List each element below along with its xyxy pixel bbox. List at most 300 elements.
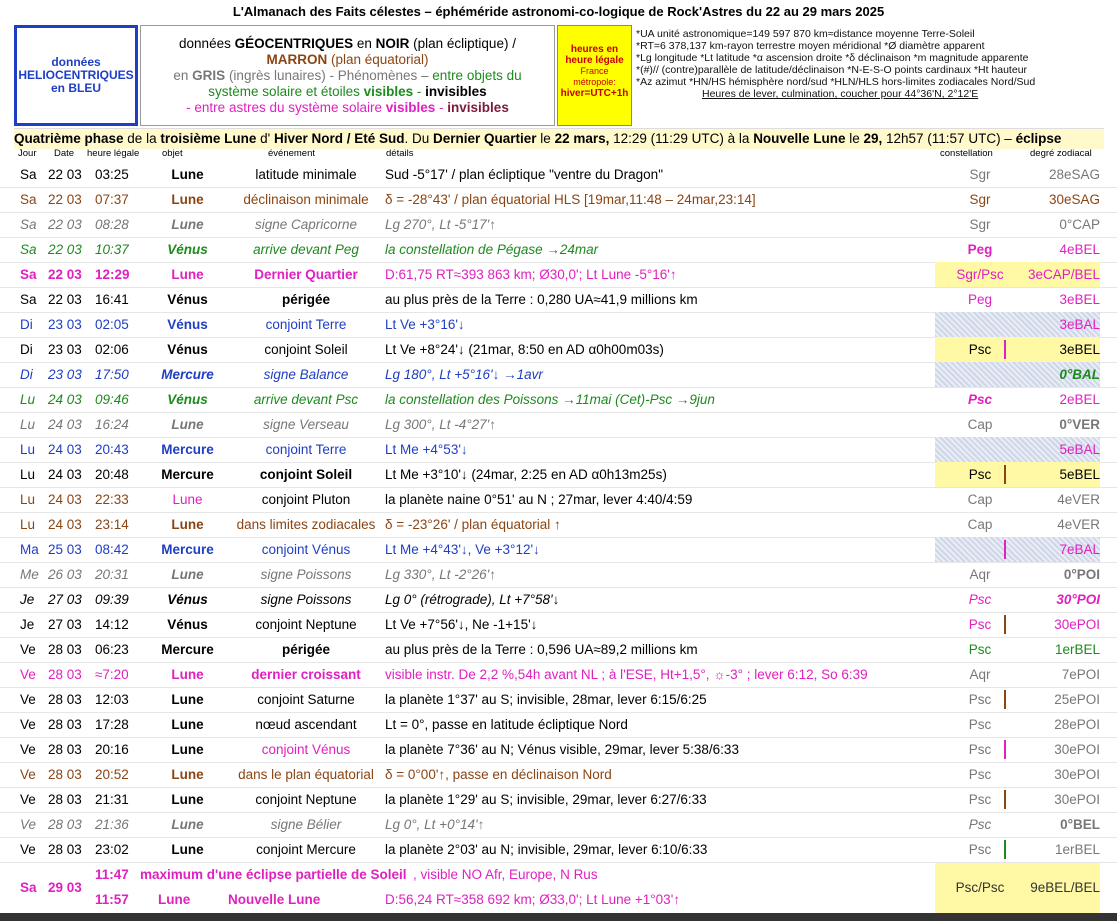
cell-objet: Lune [171, 767, 204, 782]
phase-text: éclipse [1015, 131, 1062, 146]
column-header-constellation: constellation [940, 148, 993, 159]
cell-event: signe Poissons [260, 592, 352, 607]
cell-details: au plus près de la Terre : 0,596 UA≈89,2 millions km [385, 642, 698, 657]
cell-date: 22 03 [48, 217, 82, 232]
cell-heure: 11:57 [95, 892, 129, 907]
cell-jour: Lu [20, 467, 36, 482]
cell-heure: 17:50 [95, 367, 129, 382]
geo-text: entre objets du [432, 68, 522, 83]
cell-date: 24 03 [48, 492, 82, 507]
cell-constellation: Psc [968, 742, 992, 757]
cell-details: la planète 1°37' au S; invisible, 28mar, lever 6:15/6:25 [385, 692, 707, 707]
cell-objet: Lune [171, 667, 204, 682]
column-header-date: Date [54, 148, 75, 159]
legal-text: heures en [570, 44, 619, 55]
cell-heure: 11:47 [95, 867, 129, 882]
cell-degre: 30ePOI [1054, 742, 1100, 757]
cell-details: Lg 300°, Lt -4°27'↑ [385, 417, 496, 432]
cell-degre: 3eCAP/BEL [1027, 267, 1100, 282]
cell-objet: Lune [171, 692, 204, 707]
cell-objet: Lune [171, 517, 204, 532]
column-header-details: détails [386, 148, 414, 159]
geo-text: MARRON [266, 52, 328, 67]
cell-degre: 25ePOI [1054, 692, 1100, 707]
cell-heure: 20:16 [95, 742, 129, 757]
cell-details: la constellation des Poissons →11mai (Cet)-Psc →9jun [385, 392, 715, 407]
geocentric-legend-box [140, 25, 555, 126]
cell-constellation: Psc [968, 617, 992, 632]
cell-degre: 4eVER [1057, 492, 1100, 507]
cell-details: Lt Ve +8°24'↓ (21mar, 8:50 en AD α0h00m03s) [385, 342, 664, 357]
cell-date: 28 03 [48, 767, 82, 782]
cell-details: Lg 0°, Lt +0°14'↑ [385, 817, 485, 832]
cell-degre: 30ePOI [1054, 792, 1100, 807]
cell-objet: Vénus [167, 617, 208, 632]
cell-degre: 9eBEL/BEL [1030, 880, 1100, 895]
cell-constellation: Psc/Psc [955, 880, 1005, 895]
cell-date: 24 03 [48, 442, 82, 457]
cell-date: 22 03 [48, 242, 82, 257]
cell-degre: 7eBAL [1059, 542, 1100, 557]
cell-constellation: Psc [968, 717, 992, 732]
table-row [0, 512, 1117, 538]
cell-event: arrive devant Psc [253, 392, 359, 407]
phase-text: Nouvelle Lune [753, 131, 846, 146]
cell-date: 22 03 [48, 167, 82, 182]
cell-jour: Di [20, 317, 33, 332]
cell-objet: Vénus [167, 392, 208, 407]
cell-date: 29 03 [48, 880, 82, 895]
cell-details: Lt Me +3°10'↓ (24mar, 2:25 en AD α0h13m25s) [385, 467, 667, 482]
cell-heure: 16:41 [95, 292, 129, 307]
cell-event: conjoint Terre [265, 317, 347, 332]
cell-objet: Lune [172, 492, 203, 507]
geo-text: en [173, 68, 193, 83]
cell-details: Lt Ve +3°16'↓ [385, 317, 465, 332]
table-row [0, 637, 1117, 663]
table-row [0, 687, 1117, 713]
geo-text: système solaire et étoiles [208, 84, 364, 99]
cell-event: conjoint Soleil [264, 342, 348, 357]
table-row [0, 387, 1117, 413]
cell-date: 24 03 [48, 467, 82, 482]
cell-jour: Sa [20, 192, 37, 207]
cell-constellation: Peg [967, 242, 993, 257]
phase-text: Hiver Nord / Eté Sud [273, 131, 405, 146]
phase-text: le [845, 131, 864, 146]
cell-event: dernier croissant [251, 667, 361, 682]
cell-date: 28 03 [48, 792, 82, 807]
phase-text: le [536, 131, 555, 146]
geo-text: GÉOCENTRIQUES [234, 36, 354, 51]
cell-degre: 1erBEL [1054, 842, 1100, 857]
cell-degre: 4eBEL [1059, 242, 1100, 257]
cell-constellation: Cap [967, 492, 993, 507]
cell-objet: Lune [171, 192, 204, 207]
cell-jour: Sa [20, 167, 37, 182]
cell-objet: Vénus [167, 242, 208, 257]
cell-details: Lt Me +4°53'↓ [385, 442, 468, 457]
cell-details: , visible NO Afr, Europe, N Rus [413, 867, 598, 882]
cell-objet: Lune [171, 742, 204, 757]
cell-constellation: Sgr [969, 167, 991, 182]
table-row [0, 162, 1117, 188]
cell-objet: Lune [171, 792, 204, 807]
cell-heure: 21:36 [95, 817, 129, 832]
heliocentric-legend-box [14, 25, 138, 126]
cell-date: 24 03 [48, 392, 82, 407]
cell-date: 28 03 [48, 667, 82, 682]
cell-heure: 12:03 [95, 692, 129, 707]
cell-degre: 0°CAP [1059, 217, 1100, 232]
cell-constellation: Psc [968, 467, 992, 482]
table-row [0, 737, 1117, 763]
cell-constellation: Psc [968, 642, 992, 657]
cell-jour: Sa [20, 292, 37, 307]
table-row [0, 312, 1117, 338]
table-row [0, 237, 1117, 263]
cell-heure: 09:39 [95, 592, 129, 607]
cell-date: 28 03 [48, 817, 82, 832]
cell-constellation: Sgr [969, 217, 991, 232]
phase-banner [14, 128, 1104, 149]
cell-degre: 7ePOI [1061, 667, 1100, 682]
cell-heure: 12:29 [95, 267, 130, 282]
cell-heure: 03:25 [95, 167, 129, 182]
geo-text: visibles [385, 100, 436, 115]
table-row [0, 287, 1117, 313]
table-row [0, 712, 1117, 738]
table-row [0, 662, 1117, 688]
cell-details: Lg 180°, Lt +5°16'↓ →1avr [385, 367, 543, 382]
legend-line: *RT=6 378,137 km-rayon terrestre moyen méridional *Ø diamètre apparent [636, 40, 985, 52]
cell-heure: 08:42 [95, 542, 129, 557]
cell-objet: Lune [171, 267, 204, 282]
cell-details: la planète naine 0°51' au N ; 27mar, lever 4:40/4:59 [385, 492, 693, 507]
cell-objet: Mercure [161, 467, 214, 482]
cell-event: conjoint Terre [265, 442, 347, 457]
cell-jour: Ve [20, 767, 36, 782]
cell-jour: Lu [20, 442, 36, 457]
cell-heure: 07:37 [95, 192, 129, 207]
legend-line: *Lg longitude *Lt latitude *α ascension droite *δ déclinaison *m magnitude apparente [636, 52, 1029, 64]
cell-objet: Lune [171, 842, 204, 857]
phase-text: Quatrième phase [14, 131, 124, 146]
cell-degre: 0°POI [1063, 567, 1100, 582]
cell-jour: Ve [20, 642, 36, 657]
heliocentric-legend-text: données HELIOCENTRIQUES en BLEU [18, 55, 134, 95]
cell-date: 24 03 [48, 517, 82, 532]
cell-constellation: Psc [968, 692, 992, 707]
phase-text: d' [256, 131, 274, 146]
cell-event: signe Balance [263, 367, 349, 382]
geo-text: données [179, 36, 235, 51]
cell-jour: Sa [20, 242, 37, 257]
cell-constellation: Aqr [969, 567, 991, 582]
cell-jour: Lu [20, 392, 36, 407]
column-header-jour: Jour [18, 148, 37, 159]
geo-text: visibles [363, 84, 414, 99]
legal-time-box [557, 25, 632, 126]
table-row [0, 362, 1117, 388]
cell-objet: Lune [158, 892, 191, 907]
cell-jour: Ma [20, 542, 39, 557]
cell-date: 27 03 [48, 617, 82, 632]
cell-degre: 0°BAL [1059, 367, 1100, 382]
cell-details: Lt Ve +7°56'↓, Ne -1+15'↓ [385, 617, 538, 632]
cell-constellation: Psc [968, 792, 992, 807]
cell-details: Sud -5°17' / plan écliptique "ventre du Dragon" [385, 167, 663, 182]
cell-objet: Vénus [167, 592, 208, 607]
cell-date: 23 03 [48, 317, 82, 332]
cell-heure: 16:24 [95, 417, 129, 432]
table-row [0, 262, 1117, 288]
legend-line: *Az azimut *HN/HS hémisphère nord/sud *HLN/HLS hors-limites zodiacales Nord/Sud [636, 76, 1036, 88]
column-headers [0, 148, 1117, 162]
cell-degre: 28eSAG [1048, 167, 1100, 182]
cell-degre: 30ePOI [1054, 767, 1100, 782]
geo-text: - [413, 84, 426, 99]
cell-jour: Sa [20, 217, 37, 232]
cell-event: signe Bélier [270, 817, 342, 832]
cell-details: δ = 0°00'↑, passe en déclinaison Nord [385, 767, 612, 782]
cell-heure: 23:02 [95, 842, 129, 857]
cell-event: conjoint Neptune [255, 792, 357, 807]
geo-text: en [353, 36, 376, 51]
cell-constellation: Sgr [969, 192, 991, 207]
table-row [0, 837, 1117, 863]
legal-text: métropole: [573, 77, 616, 87]
cell-jour: Lu [20, 517, 36, 532]
cell-date: 28 03 [48, 642, 82, 657]
cell-heure: 02:06 [95, 342, 129, 357]
cell-details: D:61,75 RT≈393 863 km; Ø30,0'; Lt Lune -5°16'↑ [385, 267, 677, 282]
table-row [0, 587, 1117, 613]
cell-details: Lt Me +4°43'↓, Ve +3°12'↓ [385, 542, 540, 557]
cell-jour: Di [20, 367, 33, 382]
cell-date: 28 03 [48, 842, 82, 857]
cell-event: conjoint Saturne [257, 692, 355, 707]
geo-text: - entre astres du système solaire [186, 100, 386, 115]
cell-degre: 3eBEL [1059, 342, 1100, 357]
cell-objet: Mercure [161, 542, 214, 557]
cell-event: conjoint Vénus [261, 542, 351, 557]
cell-event: signe Capricorne [254, 217, 358, 232]
cell-details: la constellation de Pégase →24mar [385, 242, 599, 257]
cell-jour: Ve [20, 692, 36, 707]
cell-objet: Lune [171, 217, 204, 232]
table-row [0, 212, 1117, 238]
cell-heure: 21:31 [95, 792, 129, 807]
cell-event: arrive devant Peg [253, 242, 359, 257]
legend-line: Heures de lever, culmination, coucher pour 44°36'N, 2°12'E [702, 88, 979, 100]
cell-event: périgée [281, 292, 331, 307]
table-row [0, 437, 1117, 463]
cell-event: nœud ascendant [255, 717, 357, 732]
cell-date: 26 03 [48, 567, 82, 582]
cell-objet: Vénus [167, 317, 208, 332]
cell-date: 24 03 [48, 417, 82, 432]
cell-constellation: Peg [967, 292, 993, 307]
cell-event: maximum d'une éclipse partielle de Soleil [140, 867, 407, 882]
legal-text: hiver=UTC+1h [560, 88, 629, 99]
cell-constellation: Aqr [969, 667, 991, 682]
cell-objet: Lune [171, 817, 204, 832]
cell-degre: 0°BEL [1060, 817, 1100, 832]
cell-event: conjoint Vénus [261, 742, 351, 757]
legend-line: *(#)// (contre)parallèle de latitude/déclinaison *N-E-S-O points cardinaux *Ht hauteur [636, 64, 1028, 76]
bottom-bar [0, 913, 1117, 921]
legend-line: *UA unité astronomique=149 597 870 km≈distance moyenne Terre-Soleil [636, 28, 975, 40]
cell-date: 22 03 [48, 267, 82, 282]
cell-degre: 0°VER [1059, 417, 1100, 432]
cell-event: latitude minimale [255, 167, 357, 182]
cell-jour: Ve [20, 842, 36, 857]
cell-heure: 20:31 [95, 567, 129, 582]
table-row [0, 537, 1117, 563]
table-row [0, 812, 1117, 838]
cell-constellation: Psc [968, 592, 992, 607]
legal-text: heure légale [565, 55, 624, 66]
cell-objet: Mercure [161, 642, 214, 657]
cell-objet: Lune [171, 717, 204, 732]
cell-jour: Lu [20, 417, 36, 432]
cell-details: δ = -23°26' / plan équatorial ↑ [385, 517, 561, 532]
cell-date: 22 03 [48, 192, 82, 207]
legal-text: France [580, 66, 609, 76]
phase-text: Dernier Quartier [433, 131, 537, 146]
geo-text: (plan équatorial) [327, 52, 429, 67]
cell-jour: Me [20, 567, 39, 582]
cell-details: au plus près de la Terre : 0,280 UA≈41,9 millions km [385, 292, 698, 307]
cell-heure: 09:46 [95, 392, 129, 407]
cell-constellation: Psc [968, 342, 992, 357]
cell-details: Lt = 0°, passe en latitude écliptique Nord [385, 717, 628, 732]
table-row [0, 337, 1117, 363]
phase-text: 29, [863, 131, 883, 146]
cell-objet: Lune [171, 167, 204, 182]
table-row-last [0, 863, 1117, 913]
cell-heure: 06:23 [95, 642, 129, 657]
cell-jour: Ve [20, 742, 36, 757]
cell-details: la planète 1°29' au S; invisible, 29mar, lever 6:27/6:33 [385, 792, 707, 807]
cell-date: 23 03 [48, 342, 82, 357]
cell-degre: 1erBEL [1054, 642, 1100, 657]
abbreviation-legend [636, 28, 1106, 100]
cell-degre: 2eBEL [1059, 392, 1100, 407]
cell-heure: 20:52 [95, 767, 129, 782]
cell-degre: 30eSAG [1048, 192, 1100, 207]
cell-jour: Je [20, 617, 35, 632]
column-header-degre: degré zodiacal [1030, 148, 1092, 159]
cell-heure: 02:05 [95, 317, 129, 332]
geo-text: - [435, 100, 448, 115]
cell-constellation: Psc [967, 392, 993, 407]
cell-objet: Mercure [161, 367, 214, 382]
cell-event: déclinaison minimale [243, 192, 369, 207]
column-header-objet: objet [162, 148, 183, 159]
geo-text: NOIR [375, 36, 410, 51]
cell-date: 22 03 [48, 292, 82, 307]
table-row [0, 612, 1117, 638]
cell-degre: 3eBEL [1059, 292, 1100, 307]
cell-objet: Lune [171, 417, 204, 432]
cell-degre: 30ePOI [1054, 617, 1100, 632]
geo-text: (plan écliptique) / [409, 36, 516, 51]
phase-text: 22 mars, [554, 131, 610, 146]
phase-text: de la [123, 131, 161, 146]
cell-event: périgée [281, 642, 331, 657]
cell-event: signe Verseau [263, 417, 349, 432]
cell-details: Lg 270°, Lt -5°17'↑ [385, 217, 496, 232]
cell-heure: 14:12 [95, 617, 129, 632]
cell-heure: 10:37 [95, 242, 129, 257]
table-row [0, 562, 1117, 588]
cell-constellation: Psc [968, 842, 992, 857]
geo-text: invisibles [447, 100, 509, 115]
cell-degre: 4eVER [1057, 517, 1100, 532]
phase-text: 12h57 (11:57 UTC) – [882, 131, 1016, 146]
table-row [0, 187, 1117, 213]
cell-jour: Di [20, 342, 33, 357]
cell-details: la planète 2°03' au N; invisible, 29mar, lever 6:10/6:33 [385, 842, 708, 857]
cell-details: Lg 0° (rétrograde), Lt +7°58'↓ [385, 592, 560, 607]
cell-degre: 30°POI [1056, 592, 1100, 607]
cell-event: Nouvelle Lune [228, 892, 321, 907]
geo-text: GRIS [192, 68, 226, 83]
table-row [0, 487, 1117, 513]
cell-jour: Lu [20, 492, 36, 507]
table-row [0, 462, 1117, 488]
table-row [0, 412, 1117, 438]
cell-degre: 5eBEL [1059, 467, 1100, 482]
cell-details: la planète 7°36' au N; Vénus visible, 29mar, lever 5:38/6:33 [385, 742, 739, 757]
cell-constellation: Cap [967, 417, 993, 432]
cell-objet: Vénus [167, 292, 208, 307]
geo-text: (ingrès lunaires) - Phénomènes – [225, 68, 433, 83]
cell-constellation: Sgr/Psc [956, 267, 1004, 282]
cell-constellation: Psc [968, 767, 992, 782]
cell-jour: Sa [20, 880, 37, 895]
cell-heure: ≈7:20 [95, 667, 129, 682]
cell-objet: Lune [171, 567, 204, 582]
cell-degre: 5eBAL [1059, 442, 1100, 457]
cell-event: conjoint Pluton [261, 492, 351, 507]
cell-event: conjoint Soleil [259, 467, 353, 482]
cell-heure: 23:14 [95, 517, 129, 532]
constellation-marker [1004, 540, 1006, 559]
column-header-heure: heure légale [87, 148, 140, 159]
cell-jour: Ve [20, 817, 37, 832]
cell-constellation: Cap [967, 517, 993, 532]
cell-jour: Ve [20, 667, 36, 682]
cell-date: 23 03 [48, 367, 82, 382]
cell-jour: Ve [20, 792, 36, 807]
cell-event: conjoint Mercure [256, 842, 356, 857]
cell-event: signe Poissons [260, 567, 352, 582]
cell-event: dans limites zodiacales [236, 517, 376, 532]
geo-text: invisibles [425, 84, 487, 99]
cell-objet: Vénus [167, 342, 208, 357]
phase-text: . Du [404, 131, 433, 146]
phase-text: troisième Lune [160, 131, 257, 146]
cell-heure: 17:28 [95, 717, 129, 732]
cell-date: 27 03 [48, 592, 82, 607]
cell-event: dans le plan équatorial [238, 767, 374, 782]
cell-jour: Ve [20, 717, 36, 732]
cell-degre: 28ePOI [1054, 717, 1100, 732]
cell-heure: 20:43 [95, 442, 129, 457]
